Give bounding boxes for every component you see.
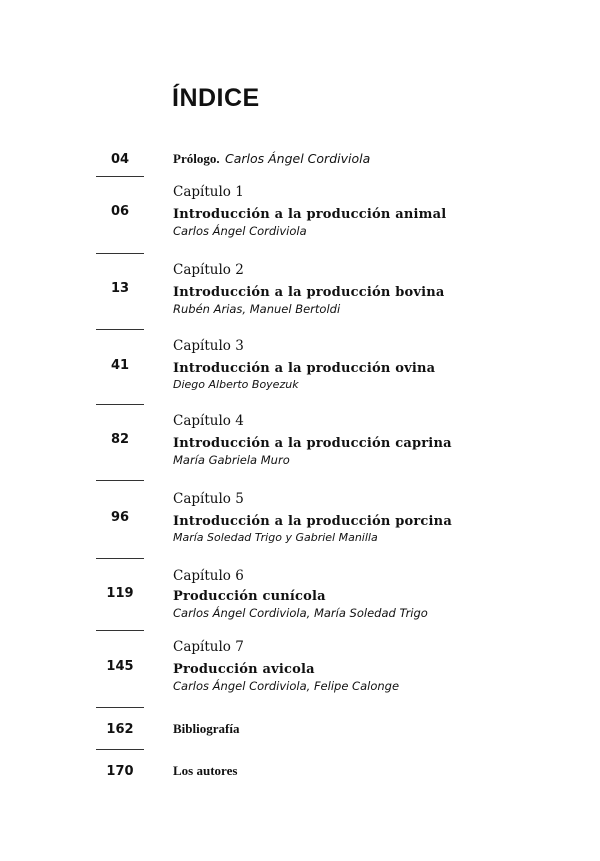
page-number: 04	[110, 152, 130, 167]
page-number: 96	[110, 510, 130, 525]
chapter-title: Introducción a la producción animal	[173, 207, 447, 222]
page-number: 119	[106, 586, 134, 601]
page-number: 145	[106, 659, 134, 674]
separator	[96, 707, 144, 708]
separator	[96, 253, 144, 254]
chapter-authors: María Gabriela Muro	[173, 453, 290, 467]
chapter-authors: Carlos Ángel Cordiviola	[173, 224, 307, 238]
prologue-label: Prólogo.	[173, 151, 220, 166]
chapter-label: Capítulo 6	[173, 568, 244, 584]
separator	[96, 630, 144, 631]
chapter-title: Introducción a la producción caprina	[173, 436, 452, 451]
prologue-author: Carlos Ángel Cordiviola	[225, 151, 371, 166]
authors-label: Los autores	[173, 763, 238, 778]
chapter-label: Capítulo 2	[173, 262, 244, 278]
bibliography-label: Bibliografía	[173, 721, 240, 736]
page-title: ÍNDICE	[172, 84, 260, 112]
chapter-title: Producción avicola	[173, 662, 315, 677]
chapter-authors: Diego Alberto Boyezuk	[173, 378, 299, 391]
page-number: 06	[110, 204, 130, 219]
chapter-title: Introducción a la producción ovina	[173, 361, 436, 376]
chapter-authors: Carlos Ángel Cordiviola, María Soledad Trigo	[173, 606, 428, 620]
separator	[96, 329, 144, 330]
separator	[96, 404, 144, 405]
chapter-authors: Carlos Ángel Cordiviola, Felipe Calonge	[173, 679, 400, 693]
separator	[96, 749, 144, 750]
page-number: 162	[106, 722, 134, 737]
page-number: 170	[106, 764, 134, 779]
chapter-authors: María Soledad Trigo y Gabriel Manilla	[173, 531, 378, 544]
separator	[96, 558, 144, 559]
page-number: 82	[110, 432, 130, 447]
chapter-label: Capítulo 4	[173, 413, 244, 429]
chapter-authors: Rubén Arias, Manuel Bertoldi	[173, 302, 341, 316]
chapter-title: Introducción a la producción bovina	[173, 285, 445, 300]
page-number: 13	[110, 281, 130, 296]
chapter-label: Capítulo 7	[173, 639, 244, 655]
chapter-title: Introducción a la producción porcina	[173, 514, 452, 529]
separator	[96, 176, 144, 177]
separator	[96, 480, 144, 481]
chapter-label: Capítulo 1	[173, 184, 244, 200]
chapter-label: Capítulo 3	[173, 338, 244, 354]
chapter-title: Producción cunícola	[173, 589, 326, 604]
page-number: 41	[110, 358, 130, 373]
chapter-label: Capítulo 5	[173, 491, 244, 507]
